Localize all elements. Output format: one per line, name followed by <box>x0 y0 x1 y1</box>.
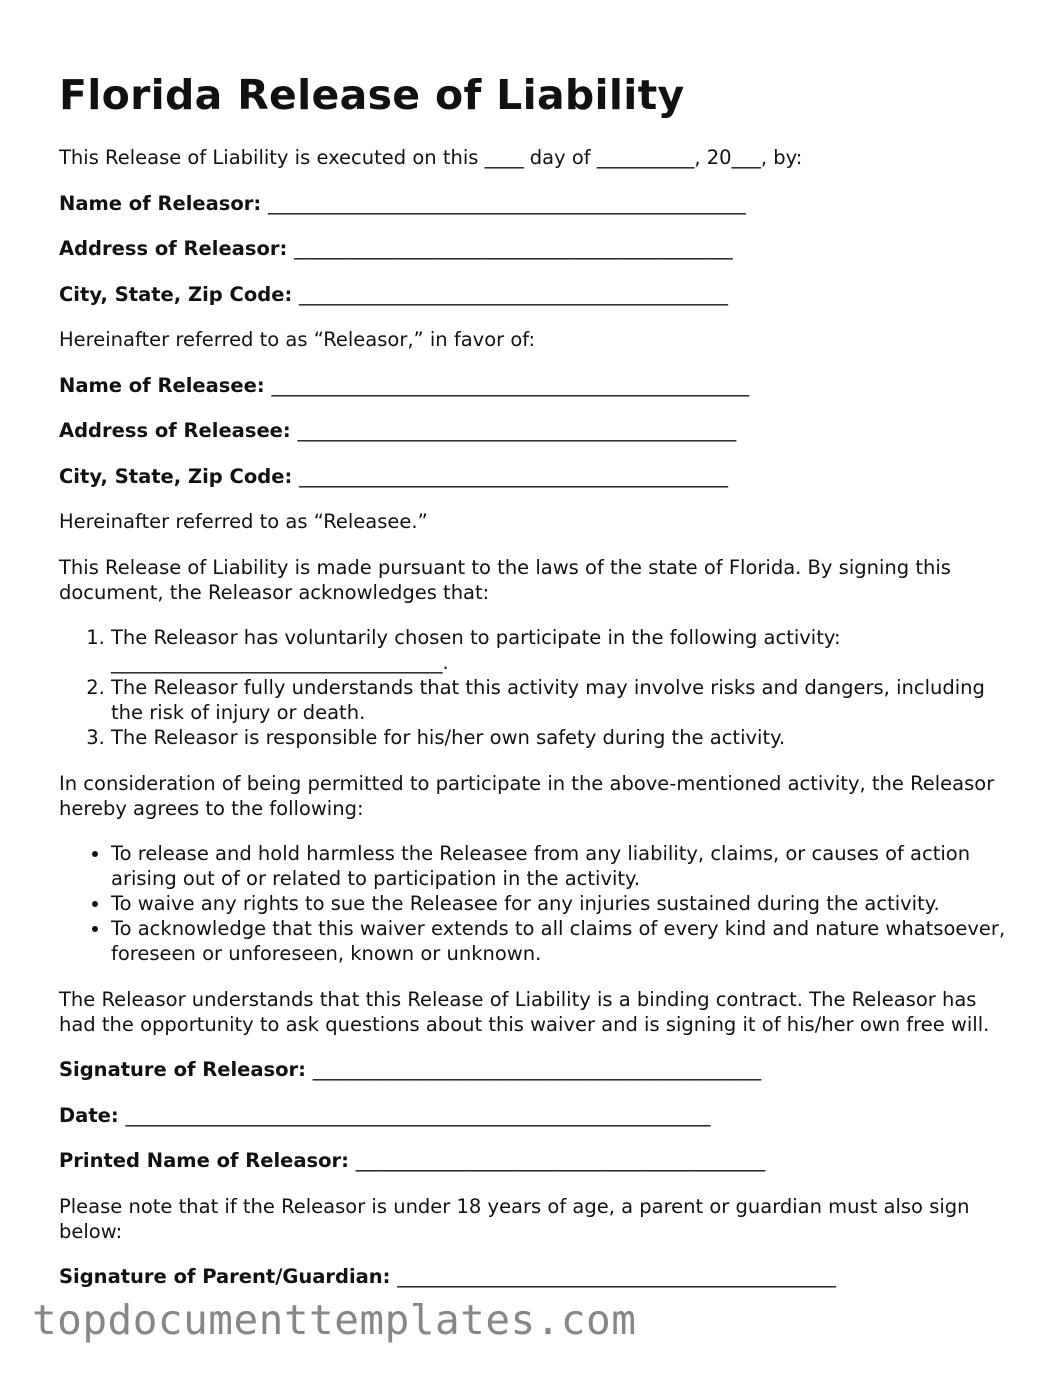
watermark-text: topdocumenttemplates.com <box>32 1296 637 1344</box>
list-item: • To waive any rights to sue the Releasee for any injuries sustained during the activity. <box>111 891 1009 916</box>
releasor-name-field <box>59 191 1009 216</box>
minor-note: Please note that if the Releasor is under 18 years of age, a parent or guardian must also sign below: <box>59 1194 970 1243</box>
field-blank: ____________________________________________________________ <box>125 1103 711 1127</box>
releasee-name-field <box>59 373 1009 398</box>
field-label: Name of Releasor: <box>59 191 262 215</box>
agreement-list <box>59 841 1009 966</box>
list-item: • To acknowledge that this waiver extends to all claims of every kind and nature whatsoever, foreseen or unforeseen, known or unknown. <box>111 916 1009 966</box>
guardian-signature-field <box>59 1264 1009 1289</box>
field-blank: _________________________________________________ <box>271 373 750 397</box>
field-label: Date: <box>59 1103 119 1127</box>
field-label: Signature of Releasor: <box>59 1058 306 1082</box>
releasor-address-field <box>59 236 1009 261</box>
consideration-paragraph: In consideration of being permitted to participate in the above-mentioned activity, the Releasor hereby agrees to the following: <box>59 771 995 820</box>
releasee-city-field <box>59 464 1009 489</box>
list-item: • To release and hold harmless the Releasee from any liability, claims, or causes of action arising out of or related to participation in the activity. <box>111 841 1009 891</box>
field-label: City, State, Zip Code: <box>59 464 293 488</box>
field-blank: __________________________________________ <box>355 1149 766 1173</box>
list-item: 3. The Releasor is responsible for his/her own safety during the activity. <box>111 725 1009 750</box>
releasee-reference: Hereinafter referred to as “Releasee.” <box>59 510 428 534</box>
field-blank: ____________________________________________ <box>299 282 729 306</box>
releasor-reference: Hereinafter referred to as “Releasor,” in favor of: <box>59 328 536 352</box>
binding-paragraph: The Releasor understands that this Release of Liability is a binding contract. The Releasor has had the opportunity to ask questions about this waiver and is signing it of his/her own free will. <box>59 987 990 1036</box>
field-label: Signature of Parent/Guardian: <box>59 1265 391 1289</box>
releasor-city-field <box>59 282 1009 307</box>
field-blank: _____________________________________________ <box>297 419 737 443</box>
date-field <box>59 1103 1009 1128</box>
field-label: City, State, Zip Code: <box>59 282 293 306</box>
field-label: Printed Name of Releasor: <box>59 1149 349 1173</box>
field-label: Address of Releasor: <box>59 237 288 261</box>
releasor-signature-field <box>59 1057 1009 1082</box>
pursuant-paragraph: This Release of Liability is made pursuant to the laws of the state of Florida. By signing this document, the Releasor acknowledges that: <box>59 555 951 604</box>
intro-paragraph: This Release of Liability is executed on this ____ day of __________, 20___, by: <box>59 146 803 170</box>
field-blank: ______________________________________________ <box>312 1058 762 1082</box>
field-blank: ____________________________________________ <box>299 464 729 488</box>
field-label: Name of Releasee: <box>59 373 265 397</box>
list-item: 1. The Releasor has voluntarily chosen to participate in the following activity: __________________________________. <box>111 625 1009 675</box>
document-page <box>59 72 1009 1310</box>
releasee-address-field <box>59 418 1009 443</box>
field-blank: _________________________________________________ <box>268 191 746 215</box>
field-blank: _____________________________________________ <box>294 237 733 261</box>
document-title: Florida Release of Liability <box>59 71 685 119</box>
field-label: Address of Releasee: <box>59 419 291 443</box>
field-blank: _____________________________________________ <box>397 1265 837 1289</box>
acknowledgement-list <box>59 625 1009 750</box>
printed-name-field <box>59 1148 1009 1173</box>
list-item: 2. The Releasor fully understands that this activity may involve risks and dangers, including the risk of injury or death. <box>111 675 1009 725</box>
